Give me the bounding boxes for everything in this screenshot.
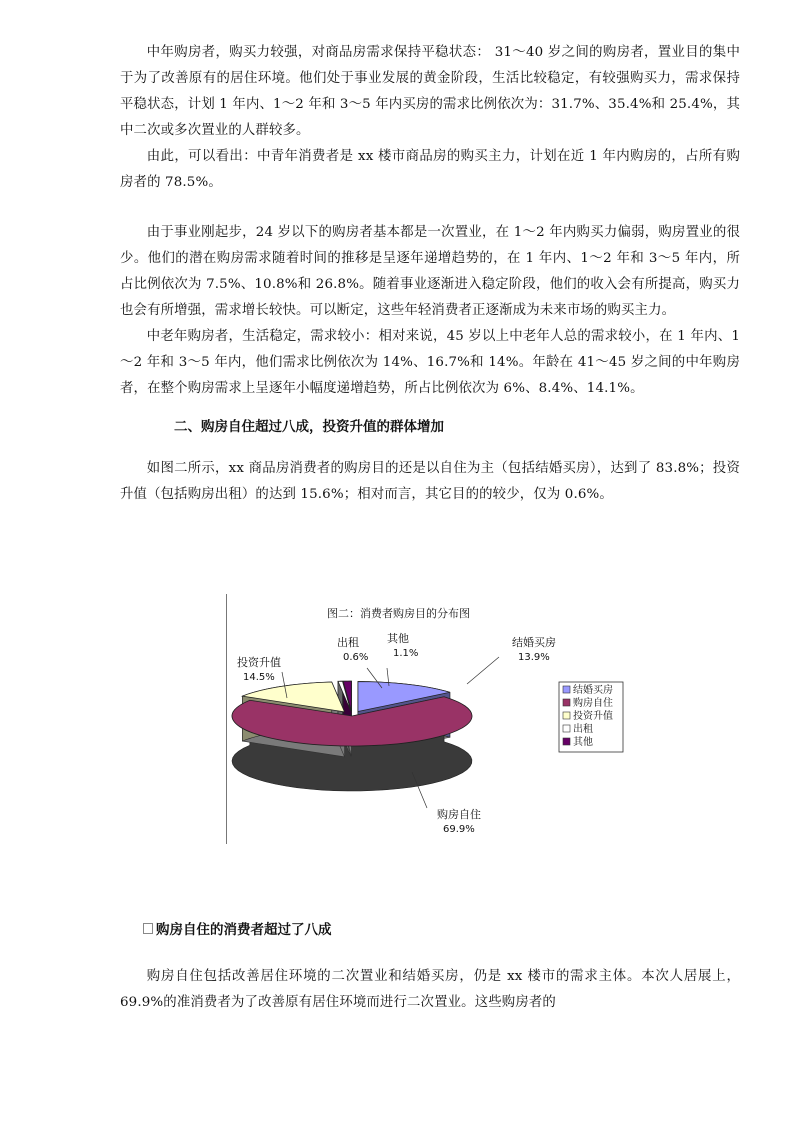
paragraph-middle-aged-buyers: 中年购房者，购买力较强，对商品房需求保持平稳状态： 31～40 岁之间的购房者，置业目的集中于为了改善原有的居住环境。他们处于事业发展的黄金阶段，生活比较稳定，有较强购买力，需求保持平稳状态，计划 1 年内、1～2 年和 3～5 年内买房的需求比例依次为：31.7%、35.4%和 25.4%，其中二次或多次置业的人群较多。	[120, 45, 740, 138]
data-label-value: 69.9%	[443, 824, 475, 835]
section-heading: 二、购房自住超过八成，投资升值的群体增加	[174, 419, 444, 435]
paragraph-older-buyers: 中老年购房者，生活稳定，需求较小：相对来说，45 岁以上中老年人总的需求较小，在 1 年内、1～2 年和 3～5 年内，他们需求比例依次为 14%、16.7%和 14%。年龄在 41～45 岁之间的中年购房者，在整个购房需求上呈逐年小幅度递增趋势，所占比例依次为 6%、8.4%、14.1%。	[120, 329, 740, 396]
legend-swatch	[563, 712, 570, 719]
leader-line	[467, 657, 499, 684]
legend-label: 投资升值	[573, 711, 613, 722]
data-label-name: 出租	[337, 636, 359, 649]
legend-swatch	[563, 686, 570, 693]
data-label-name: 购房自住	[437, 808, 481, 821]
paragraph-purchase-purpose: 如图二所示，xx 商品房消费者的购房目的还是以自住为主（包括结婚买房），达到了 83.8%；投资升值（包括购房出租）的达到 15.6%；相对而言，其它目的的较少，仅为 0.6%。	[120, 461, 740, 502]
document-body-bottom	[120, 964, 740, 1016]
data-label-name: 结婚买房	[512, 636, 556, 649]
document-body	[120, 40, 740, 508]
data-label-value: 0.6%	[343, 652, 369, 663]
legend-label: 其他	[573, 737, 593, 748]
checkbox-bullet-icon	[143, 923, 153, 934]
chart-title: 图二：消费者购房目的分布图	[327, 607, 470, 620]
subheading	[143, 918, 332, 942]
legend-swatch	[563, 699, 570, 706]
legend-label: 购房自住	[573, 698, 613, 709]
pie-chart	[227, 594, 627, 844]
paragraph-conclusion: 由此，可以看出：中青年消费者是 xx 楼市商品房的购买主力，计划在近 1 年内购房的，占所有购房者的 78.5%。	[120, 149, 740, 190]
paragraph-self-occupied: 购房自住包括改善居住环境的二次置业和结婚买房，仍是 xx 楼市的需求主体。本次人居展上，69.9%的准消费者为了改善原有居住环境而进行二次置业。这些购房者的	[120, 969, 740, 1010]
legend-label: 结婚买房	[573, 685, 613, 696]
data-label-value: 1.1%	[393, 648, 419, 659]
legend-label: 出租	[573, 724, 593, 735]
legend-swatch	[563, 725, 570, 732]
paragraph-young-buyers: 由于事业刚起步，24 岁以下的购房者基本都是一次置业，在 1～2 年内购买力偏弱，购房置业的很少。他们的潜在购房需求随着时间的推移是呈逐年递增趋势的，在 1 年内、1～2 年和 3～5 年内，所占比例依次为 7.5%、10.8%和 26.8%。随着事业逐渐进入稳定阶段，他们的收入会有所提高，购买力也会有所增强，需求增长较快。可以断定，这些年轻消费者正逐渐成为未来市场的购买主力。	[120, 225, 740, 318]
subheading-text: 购房自住的消费者超过了八成	[156, 922, 332, 938]
data-label-name: 投资升值	[237, 656, 281, 669]
pie-chart-figure	[226, 594, 627, 844]
legend-swatch	[563, 738, 570, 745]
data-label-name: 其他	[387, 632, 409, 645]
data-label-value: 14.5%	[243, 672, 275, 683]
data-label-value: 13.9%	[518, 652, 550, 663]
